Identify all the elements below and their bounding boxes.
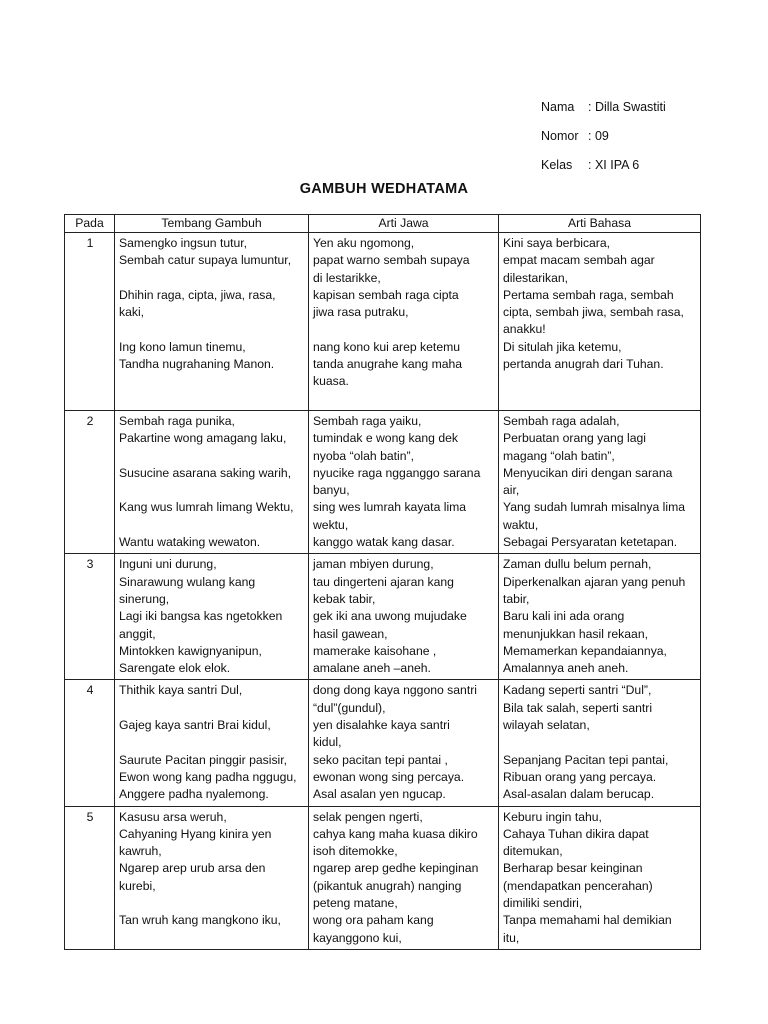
bahasa-line: Tanpa memahami hal demikian xyxy=(503,913,672,928)
tembang-line: Samengko ingsun tutur, xyxy=(119,236,248,250)
jawa-line: cahya kang maha kuasa dikiro xyxy=(313,826,478,841)
document-title: GAMBUH WEDHATAMA xyxy=(299,181,469,197)
bahasa-line xyxy=(503,734,697,751)
jawa-line: kidul, xyxy=(313,735,342,750)
table-row xyxy=(65,233,701,411)
bahasa-line: Sebagai Persyaratan ketetapan. xyxy=(503,535,678,550)
jawa-line: hasil gawean, xyxy=(313,626,388,641)
pada-number: 1 xyxy=(65,233,115,411)
jawa-line: Asal asalan yen ngucap. xyxy=(313,787,446,802)
tembang-line: Sembah raga punika, xyxy=(119,413,235,428)
tembang-line xyxy=(119,734,305,751)
tembang-line: Cahyaning Hyang kinira yen xyxy=(119,826,272,841)
jawa-line: kapisan sembah raga cipta xyxy=(313,287,459,302)
identity-nama xyxy=(541,92,666,121)
bahasa-line: (mendapatkan pencerahan) xyxy=(503,878,653,893)
bahasa-line: Asal-asalan dalam berucap. xyxy=(503,787,655,802)
bahasa-line: Amalannya aneh aneh. xyxy=(503,661,629,676)
bahasa-line: Zaman dullu belum pernah, xyxy=(503,557,652,572)
jawa-line: papat warno sembah supaya xyxy=(313,253,470,268)
bahasa-line xyxy=(503,391,697,408)
tembang-line: Sinarawung wulang kang xyxy=(119,574,256,589)
bahasa-line: magang “olah batin”, xyxy=(503,448,615,463)
pada-number: 5 xyxy=(65,806,115,949)
bahasa-line: ditemukan, xyxy=(503,844,563,859)
bahasa-line: Diperkenalkan ajaran yang penuh xyxy=(503,574,686,589)
jawa-line: “dul”(gundul), xyxy=(313,700,386,715)
header-pada: Pada xyxy=(65,215,115,233)
bahasa-line: air, xyxy=(503,483,520,498)
jawa-line: nyoba “olah batin”, xyxy=(313,448,414,463)
header-arti-bahasa: Arti Bahasa xyxy=(499,215,701,233)
jawa-line: tau dingerteni ajaran kang xyxy=(313,574,454,589)
tembang-line: Mintokken kawignyanipun, xyxy=(119,643,262,658)
tembang-line: Gajeg kaya santri Brai kidul, xyxy=(119,718,271,733)
table-body xyxy=(65,233,701,950)
jawa-line: amalane aneh –aneh. xyxy=(313,661,431,676)
cell-tembang xyxy=(115,554,309,680)
tembang-line: Wantu wataking wewaton. xyxy=(119,535,261,550)
nama-label: Nama xyxy=(541,100,575,114)
jawa-line: tumindak e wong kang dek xyxy=(313,431,458,446)
cell-jawa xyxy=(309,806,499,949)
bahasa-line: menunjukkan hasil rekaan, xyxy=(503,626,648,641)
jawa-line xyxy=(313,391,495,408)
jawa-line: sing wes lumrah kayata lima xyxy=(313,500,467,515)
cell-tembang xyxy=(115,806,309,949)
jawa-line: Sembah raga yaiku, xyxy=(313,413,422,428)
bahasa-line: anakku! xyxy=(503,322,546,337)
jawa-line: di lestarikke, xyxy=(313,270,381,285)
jawa-line: kayanggono kui, xyxy=(313,930,402,945)
tembang-line: Sarengate elok elok. xyxy=(119,661,231,676)
tembang-line xyxy=(119,321,305,338)
tembang-line: Dhihin raga, cipta, jiwa, rasa, xyxy=(119,287,276,302)
tembang-line: sinerung, xyxy=(119,591,170,606)
header-arti-jawa: Arti Jawa xyxy=(309,215,499,233)
cell-jawa xyxy=(309,680,499,806)
tembang-line xyxy=(119,373,305,390)
bahasa-line: Yang sudah lumrah misalnya lima xyxy=(503,500,685,515)
tembang-line xyxy=(119,391,305,408)
cell-bahasa xyxy=(499,806,701,949)
cell-jawa xyxy=(309,410,499,553)
pada-number: 3 xyxy=(65,554,115,680)
jawa-line: ngarep arep gedhe kepinginan xyxy=(313,861,479,876)
tembang-line: Pakartine wong amagang laku, xyxy=(119,431,287,446)
tembang-line: Anggere padha nyalemong. xyxy=(119,787,269,802)
identity-kelas xyxy=(541,150,666,179)
jawa-line: (pikantuk anugrah) nanging xyxy=(313,878,462,893)
tembang-line: Lagi iki bangsa kas ngetokken xyxy=(119,609,283,624)
bahasa-line: empat macam sembah agar xyxy=(503,253,655,268)
nomor-label: Nomor xyxy=(541,129,579,143)
jawa-line: banyu, xyxy=(313,483,350,498)
cell-jawa xyxy=(309,554,499,680)
jawa-line: dong dong kaya nggono santri xyxy=(313,683,477,698)
jawa-line: isoh ditemokke, xyxy=(313,844,398,859)
cell-bahasa xyxy=(499,554,701,680)
tembang-line: anggit, xyxy=(119,626,156,641)
jawa-line xyxy=(313,321,495,338)
cell-bahasa xyxy=(499,680,701,806)
table-row xyxy=(65,554,701,680)
bahasa-line: Ribuan orang yang percaya. xyxy=(503,769,657,784)
nomor-value: : 09 xyxy=(588,129,609,143)
jawa-line: seko pacitan tepi pantai , xyxy=(313,752,448,767)
nama-value: : Dilla Swastiti xyxy=(588,100,666,114)
tembang-line: Sembah catur supaya lumuntur, xyxy=(119,253,292,268)
tembang-line: Thithik kaya santri Dul, xyxy=(119,683,243,698)
tembang-line: Kasusu arsa weruh, xyxy=(119,809,227,824)
jawa-line: kebak tabir, xyxy=(313,591,376,606)
cell-jawa xyxy=(309,233,499,411)
jawa-line: mamerake kaisohane , xyxy=(313,643,437,658)
tembang-line: kurebi, xyxy=(119,878,156,893)
tembang-line: Susucine asarana saking warih, xyxy=(119,465,292,480)
tembang-line: Kang wus lumrah limang Wektu, xyxy=(119,500,294,515)
jawa-line: kuasa. xyxy=(313,374,349,389)
jawa-line: nyucike raga ngganggo sarana xyxy=(313,465,481,480)
jawa-line: wong ora paham kang xyxy=(313,913,434,928)
bahasa-line: pertanda anugrah dari Tuhan. xyxy=(503,357,664,372)
bahasa-line: itu, xyxy=(503,930,520,945)
tembang-line: Tan wruh kang mangkono iku, xyxy=(119,913,281,928)
bahasa-line: dimiliki sendiri, xyxy=(503,895,583,910)
pada-number: 4 xyxy=(65,680,115,806)
tembang-line xyxy=(119,448,305,465)
jawa-line: ewonan wong sing percaya. xyxy=(313,769,465,784)
cell-tembang xyxy=(115,233,309,411)
bahasa-line: Baru kali ini ada orang xyxy=(503,609,625,624)
tembang-line xyxy=(119,270,305,287)
jawa-line: wektu, xyxy=(313,517,349,532)
identity-nomor xyxy=(541,121,666,150)
tembang-line xyxy=(119,895,305,912)
bahasa-line: Pertama sembah raga, sembah xyxy=(503,287,674,302)
tembang-line: kawruh, xyxy=(119,844,162,859)
jawa-line: tanda anugrahe kang maha xyxy=(313,357,463,372)
bahasa-line: wilayah selatan, xyxy=(503,718,590,733)
cell-tembang xyxy=(115,410,309,553)
tembang-line: kaki, xyxy=(119,305,145,320)
bahasa-line: tabir, xyxy=(503,591,530,606)
tembang-line: Saurute Pacitan pinggir pasisir, xyxy=(119,752,288,767)
table-row xyxy=(65,806,701,949)
bahasa-line: Keburu ingin tahu, xyxy=(503,809,602,824)
tembang-line: Inguni uni durung, xyxy=(119,557,217,572)
jawa-line: kanggo watak kang dasar. xyxy=(313,535,455,550)
bahasa-line xyxy=(503,373,697,390)
bahasa-line: waktu, xyxy=(503,517,539,532)
bahasa-line: Kini saya berbicara, xyxy=(503,236,611,250)
jawa-line: jaman mbiyen durung, xyxy=(313,557,434,572)
jawa-line: Yen aku ngomong, xyxy=(313,236,415,250)
kelas-label: Kelas xyxy=(541,158,573,172)
tembang-line xyxy=(119,517,305,534)
jawa-line: gek iki ana uwong mujudake xyxy=(313,609,467,624)
header-tembang: Tembang Gambuh xyxy=(115,215,309,233)
pada-number: 2 xyxy=(65,410,115,553)
identity-block xyxy=(541,92,666,179)
bahasa-line: Sepanjang Pacitan tepi pantai, xyxy=(503,752,669,767)
tembang-line xyxy=(119,930,305,947)
bahasa-line: Kadang seperti santri “Dul”, xyxy=(503,683,652,698)
tembang-line: Tandha nugrahaning Manon. xyxy=(119,357,275,372)
cell-tembang xyxy=(115,680,309,806)
bahasa-line: Menyucikan diri dengan sarana xyxy=(503,465,673,480)
jawa-line: peteng matane, xyxy=(313,895,398,910)
cell-bahasa xyxy=(499,233,701,411)
table-row xyxy=(65,680,701,806)
tembang-line: Ewon wong kang padha nggugu, xyxy=(119,769,297,784)
poem-table xyxy=(64,214,701,950)
jawa-line: yen disalahke kaya santri xyxy=(313,718,450,733)
kelas-value: : XI IPA 6 xyxy=(588,158,640,172)
bahasa-line: Perbuatan orang yang lagi xyxy=(503,431,646,446)
bahasa-line: Memamerkan kepandaiannya, xyxy=(503,643,667,658)
jawa-line: jiwa rasa putraku, xyxy=(313,305,409,320)
bahasa-line: Cahaya Tuhan dikira dapat xyxy=(503,826,649,841)
bahasa-line: dilestarikan, xyxy=(503,270,569,285)
tembang-line xyxy=(119,482,305,499)
bahasa-line: Di situlah jika ketemu, xyxy=(503,339,622,354)
bahasa-line: Sembah raga adalah, xyxy=(503,413,620,428)
table-row xyxy=(65,410,701,553)
jawa-line: selak pengen ngerti, xyxy=(313,809,423,824)
bahasa-line: cipta, sembah jiwa, sembah rasa, xyxy=(503,305,684,320)
tembang-line xyxy=(119,700,305,717)
jawa-line: nang kono kui arep ketemu xyxy=(313,339,461,354)
cell-bahasa xyxy=(499,410,701,553)
table-header-row xyxy=(65,215,701,233)
tembang-line: Ngarep arep urub arsa den xyxy=(119,861,266,876)
bahasa-line: Berharap besar keinginan xyxy=(503,861,643,876)
bahasa-line: Bila tak salah, seperti santri xyxy=(503,700,653,715)
tembang-line: Ing kono lamun tinemu, xyxy=(119,339,246,354)
